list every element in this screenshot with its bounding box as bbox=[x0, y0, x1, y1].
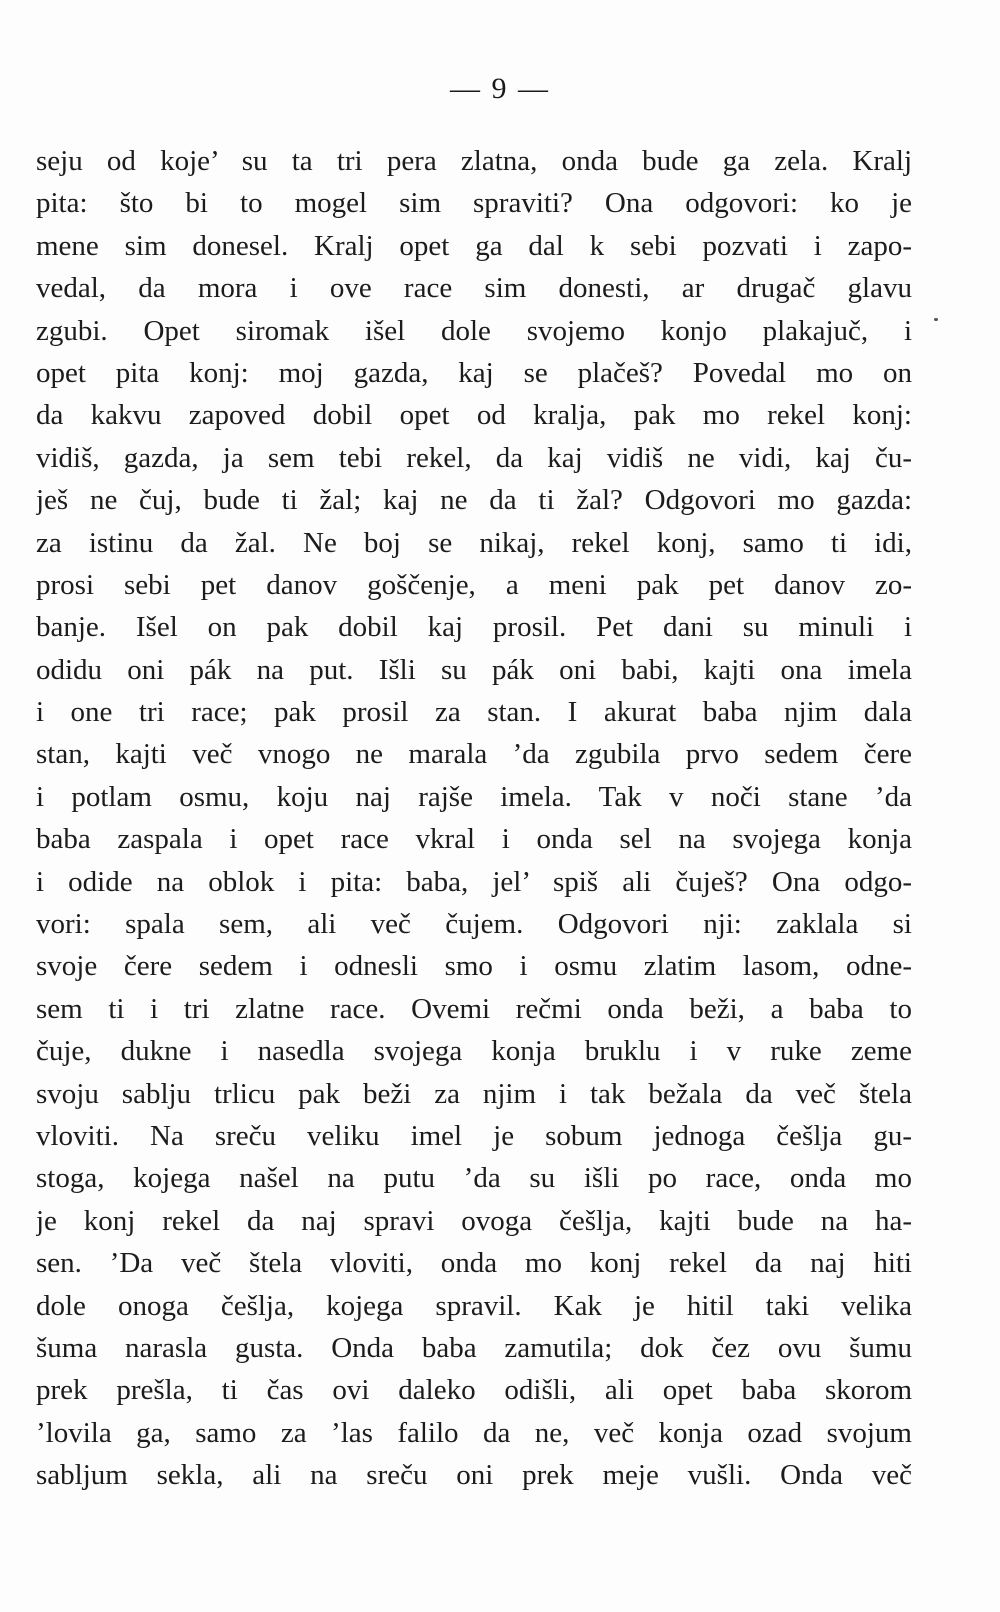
text-line: čuje, dukne i nasedla svojega konja bruklu i v ruke zeme bbox=[36, 1035, 912, 1068]
text-line: sabljum sekla, ali na sreču oni prek meje vušli. Onda več bbox=[36, 1459, 912, 1492]
text-line: mene sim donesel. Kralj opet ga dal k sebi pozvati i zapo- bbox=[36, 229, 912, 262]
text-line: vori: spala sem, ali več čujem. Odgovori nji: zaklala si bbox=[36, 908, 912, 941]
text-line: ’lovila ga, samo za ’las falilo da ne, več konja ozad svojum bbox=[36, 1416, 912, 1449]
text-line: zgubi. Opet siromak išel dole svojemo konjo plakajuč, i bbox=[36, 314, 912, 347]
text-line: prek prešla, ti čas ovi daleko odišli, ali opet baba skorom bbox=[36, 1374, 912, 1407]
text-line: šuma narasla gusta. Onda baba zamutila; dok čez ovu šumu bbox=[36, 1331, 912, 1364]
text-line: je konj rekel da naj spravi ovoga češlja, kajti bude na ha- bbox=[36, 1204, 912, 1237]
text-line: sen. ’Da več štela vloviti, onda mo konj rekel da naj hiti bbox=[36, 1247, 912, 1280]
text-line: i odide na oblok i pita: baba, jel’ spiš ali čuješ? Ona odgo- bbox=[36, 865, 912, 898]
body-text bbox=[36, 140, 912, 1497]
text-line: svoje čere sedem i odnesli smo i osmu zlatim lasom, odne- bbox=[36, 950, 912, 983]
text-line: pita: što bi to mogel sim spraviti? Ona odgovori: ko je bbox=[36, 187, 912, 220]
page-number: — 9 — bbox=[450, 72, 550, 105]
text-line: i potlam osmu, koju naj rajše imela. Tak v noči stane ’da bbox=[36, 780, 912, 813]
text-line: vedal, da mora i ove race sim donesti, ar drugač glavu bbox=[36, 272, 912, 305]
text-line: sem ti i tri zlatne race. Ovemi rečmi onda beži, a baba to bbox=[36, 992, 912, 1025]
text-line: stoga, kojega našel na putu ’da su išli po race, onda mo bbox=[36, 1162, 912, 1195]
text-line: opet pita konj: moj gazda, kaj se plačeš? Povedal mo on bbox=[36, 356, 912, 389]
text-line: banje. Išel on pak dobil kaj prosil. Pet dani su minuli i bbox=[36, 611, 912, 644]
text-line: stan, kajti več vnogo ne marala ’da zgubila prvo sedem čere bbox=[36, 738, 912, 771]
text-line: dole onoga češlja, kojega spravil. Kak je hitil taki velika bbox=[36, 1289, 912, 1322]
text-line: seju od koje’ su ta tri pera zlatna, onda bude ga zela. Kralj bbox=[36, 145, 912, 177]
text-line: baba zaspala i opet race vkral i onda sel na svojega konja bbox=[36, 823, 912, 856]
text-line: da kakvu zapoved dobil opet od kralja, pak mo rekel konj: bbox=[36, 399, 912, 432]
text-line: i one tri race; pak prosil za stan. I akurat baba njim dala bbox=[36, 696, 912, 729]
text-line: vidiš, gazda, ja sem tebi rekel, da kaj vidiš ne vidi, kaj ču- bbox=[36, 441, 912, 474]
text-line: vloviti. Na sreču veliku imel je sobum jednoga češlja gu- bbox=[36, 1119, 912, 1152]
text-line: odidu oni pák na put. Išli su pák oni babi, kajti ona imela bbox=[36, 653, 912, 686]
text-line: za istinu da žal. Ne boj se nikaj, rekel konj, samo ti idi, bbox=[36, 526, 912, 559]
text-line: prosi sebi pet danov goščenje, a meni pak pet danov zo- bbox=[36, 568, 912, 601]
text-line: svoju sablju trlicu pak beži za njim i tak bežala da več štela bbox=[36, 1077, 912, 1110]
margin-mark bbox=[934, 318, 938, 321]
text-line: ješ ne čuj, bude ti žal; kaj ne da ti žal? Odgovori mo gazda: bbox=[36, 484, 912, 517]
